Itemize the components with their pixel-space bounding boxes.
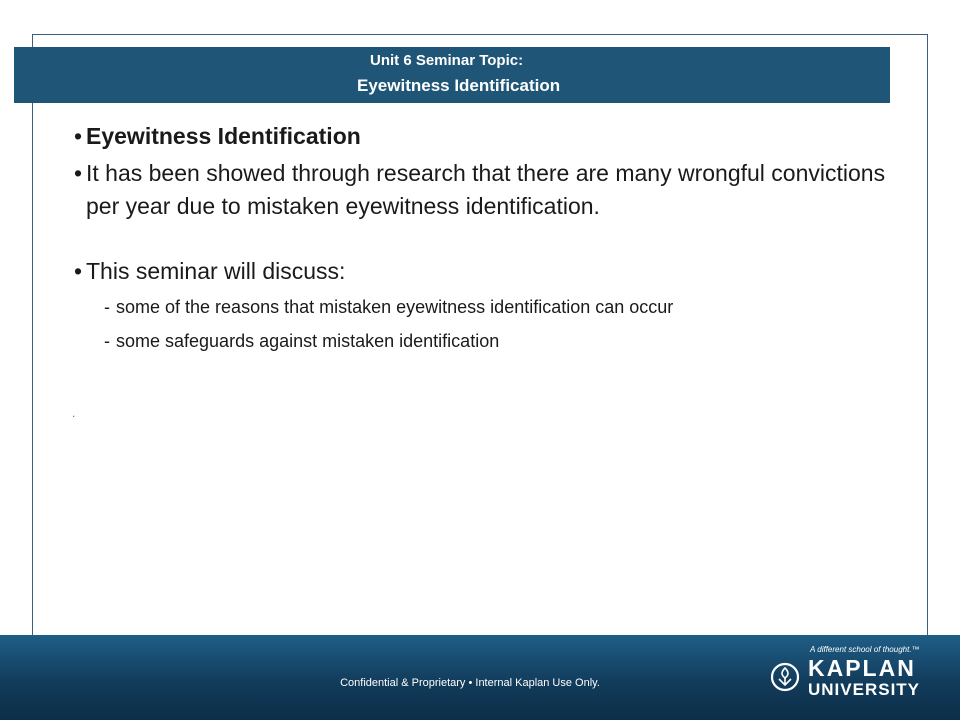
sub-list-item bbox=[74, 290, 894, 324]
kaplan-emblem-icon bbox=[770, 662, 800, 692]
sub-item-text: some of the reasons that mistaken eyewitness identification can occur bbox=[116, 297, 674, 317]
logo-tagline: A different school of thought.™ bbox=[810, 645, 920, 654]
bullet-marker: • bbox=[74, 258, 83, 284]
sub-list-item bbox=[74, 324, 894, 358]
title-bar bbox=[14, 47, 890, 103]
logo-name: KAPLAN bbox=[808, 655, 916, 681]
title-line-1: Unit 6 Seminar Topic: bbox=[370, 52, 524, 69]
stray-mark: . bbox=[72, 406, 76, 420]
footer-bar bbox=[0, 635, 960, 720]
sub-item-marker: - bbox=[104, 297, 110, 317]
confidential-notice: Confidential & Proprietary • Internal Kaplan Use Only. bbox=[340, 677, 600, 689]
bullet-marker: • bbox=[74, 160, 83, 186]
bullet-marker: • bbox=[74, 123, 83, 149]
logo-subtitle: UNIVERSITY bbox=[808, 680, 921, 699]
bullet-item bbox=[74, 157, 894, 223]
bullet-text: It has been showed through research that there are many wrongful convictions per year due to mistaken eyewitness identification. bbox=[86, 160, 886, 219]
bullet-item bbox=[74, 255, 894, 288]
bullet-text: Eyewitness Identification bbox=[86, 123, 361, 149]
sub-item-marker: - bbox=[104, 331, 110, 351]
bullet-text: This seminar will discuss: bbox=[86, 258, 346, 284]
bullet-item bbox=[74, 120, 894, 153]
slide-content bbox=[74, 120, 894, 358]
kaplan-logo bbox=[770, 645, 940, 715]
title-line-2: Eyewitness Identification bbox=[357, 76, 561, 95]
sub-item-text: some safeguards against mistaken identification bbox=[116, 331, 500, 351]
